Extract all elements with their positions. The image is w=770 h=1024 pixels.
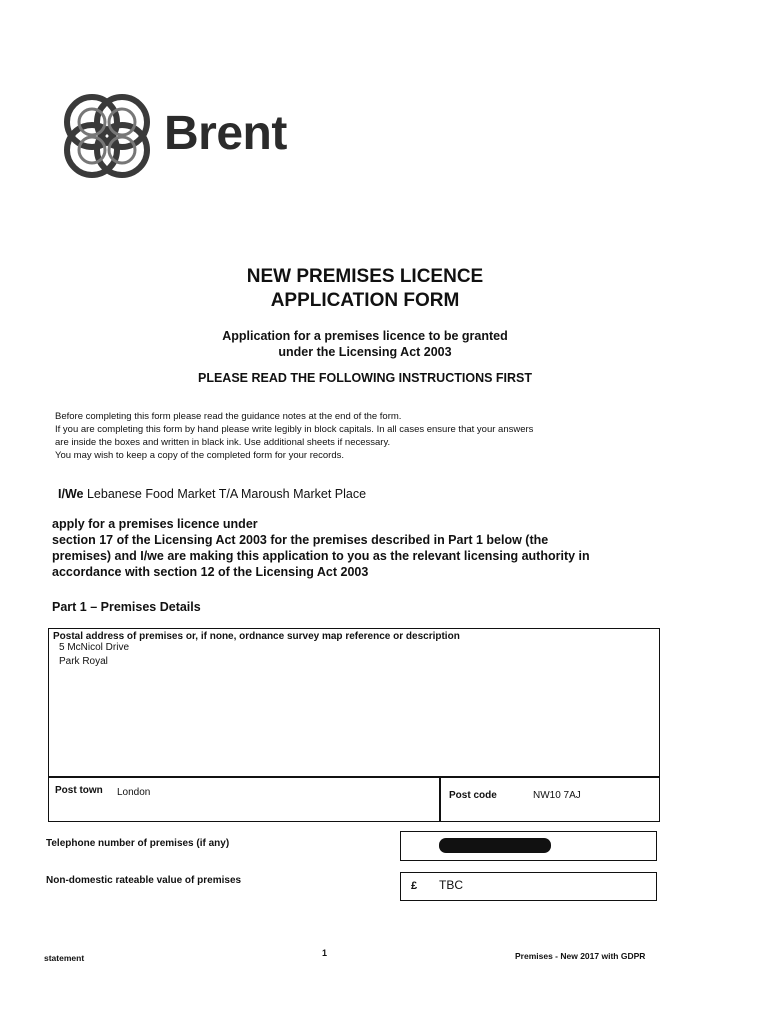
- address-line1: 5 McNicol Drive: [59, 642, 130, 653]
- logo-wordmark: Brent: [164, 107, 287, 160]
- applicant-name: Lebanese Food Market T/A Maroush Market Place: [86, 487, 367, 501]
- application-line1: apply for a premises licence under: [52, 517, 258, 531]
- post-town-row: [48, 776, 660, 822]
- currency-symbol: £: [411, 880, 418, 892]
- form-title-line1: NEW PREMISES LICENCE: [246, 266, 484, 287]
- instructions-heading: PLEASE READ THE FOLLOWING INSTRUCTIONS FIRST: [197, 371, 533, 385]
- telephone-field[interactable]: [400, 831, 657, 861]
- form-title-line2: APPLICATION FORM: [270, 290, 460, 311]
- application-statement: [52, 516, 702, 580]
- instructions-line3: are inside the boxes and written in black ink. Use additional sheets if necessary.: [55, 437, 391, 448]
- address-box[interactable]: [48, 628, 660, 778]
- part1-heading: Part 1 – Premises Details: [52, 600, 201, 614]
- instructions-line4: You may wish to keep a copy of the completed form for your records.: [55, 450, 345, 461]
- application-line2: section 17 of the Licensing Act 2003 for the premises described in Part 1 below (the: [52, 533, 549, 547]
- instructions-text: [55, 410, 695, 462]
- brent-logo: [58, 88, 308, 183]
- application-line4: accordance with section 12 of the Licensing Act 2003: [52, 565, 369, 579]
- postcode-label: Post code: [449, 790, 497, 801]
- telephone-label: Telephone number of premises (if any): [46, 838, 230, 849]
- instructions-line2: If you are completing this form by hand please write legibly in block capitals. In all cases ensure that your answers: [55, 424, 534, 435]
- post-town-label: Post town: [55, 785, 103, 796]
- footer-right: Premises - New 2017 with GDPR: [515, 951, 646, 961]
- rateable-value-label: Non-domestic rateable value of premises: [46, 875, 242, 886]
- rateable-value: TBC: [439, 878, 463, 892]
- address-label: Postal address of premises or, if none, ordnance survey map reference or description: [53, 631, 460, 642]
- post-town-value[interactable]: London: [117, 787, 151, 798]
- page-number: 1: [322, 948, 328, 958]
- subtitle-line1: Application for a premises licence to be granted: [222, 329, 508, 343]
- address-line2: Park Royal: [59, 656, 108, 667]
- row-divider: [439, 777, 441, 821]
- applicant-prefix: I/We: [58, 487, 84, 501]
- brent-logo-mark-icon: [58, 88, 158, 183]
- postcode-value[interactable]: NW10 7AJ: [533, 790, 581, 801]
- rateable-value-field[interactable]: [400, 872, 657, 901]
- subtitle-line2: under the Licensing Act 2003: [278, 345, 452, 359]
- footer-left: statement: [44, 953, 85, 963]
- redacted-telephone: [439, 838, 551, 853]
- instructions-line1: Before completing this form please read the guidance notes at the end of the form.: [55, 411, 402, 422]
- applicant-line: [58, 487, 366, 501]
- application-line3: premises) and I/we are making this application to you as the relevant licensing authority in: [52, 549, 590, 563]
